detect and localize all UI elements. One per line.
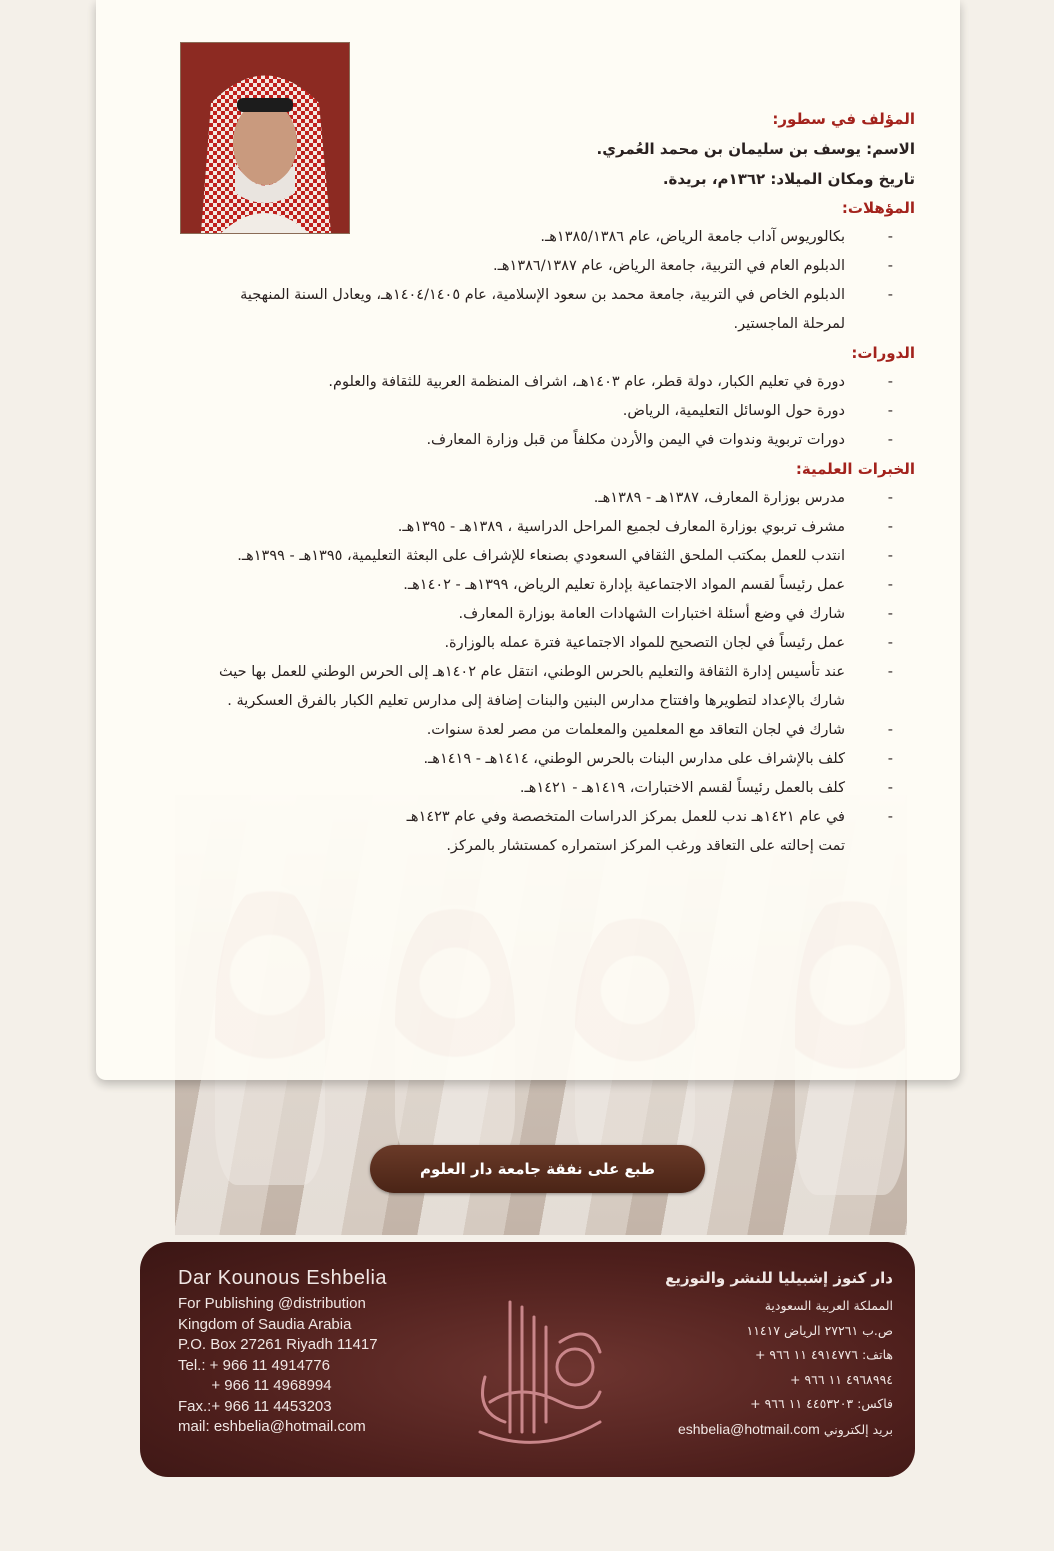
- list-item: - الدبلوم الخاص في التربية، جامعة محمد بن سعود الإسلامية، عام ١٤٠٤/١٤٠٥هـ، ويعادل السنة المنهجية لمرحلة الماجستير.: [195, 281, 915, 339]
- list-item: - دورة حول الوسائل التعليمية، الرياض.: [195, 397, 915, 426]
- list-item: - الدبلوم العام في التربية، جامعة الرياض، عام ١٣٨٦/١٣٨٧هـ.: [195, 252, 915, 281]
- publisher-line: + 966 11 4968994: [178, 1377, 332, 1394]
- publisher-line: P.O. Box 27261 Riyadh 11417: [178, 1336, 378, 1353]
- publisher-name-en: Dar Kounous Eshbelia: [178, 1267, 388, 1289]
- sponsor-badge: طبع على نفقة جامعة دار العلوم: [370, 1145, 705, 1193]
- publisher-line: ٤٩٦٨٩٩٤ ١١ ٩٦٦ +: [789, 1371, 893, 1387]
- experience-closing: تمت إحالته على التعاقد ورغب المركز استمراره كمستشار بالمركز.: [446, 838, 845, 854]
- experience-heading: الخبرات العلمية:: [795, 460, 915, 478]
- list-item: - عند تأسيس إدارة الثقافة والتعليم بالحرس الوطني، انتقل عام ١٤٠٢هـ إلى الحرس الوطني للعمل بها حيث شارك بالإعداد لتطويرها وافتتاح مدارس البنين والبنات إضافة إلى مدارس تعليم الكبار بالفرق العسكرية .: [195, 658, 915, 716]
- publisher-line: ص.ب ٢٧٢٦١ الرياض ١١٤١٧: [746, 1322, 893, 1338]
- author-birth: تاريخ ومكان الميلاد: ١٣٦٢م، بريدة.: [662, 170, 915, 188]
- list-item: - شارك في لجان التعاقد مع المعلمين والمعلمات من مصر لعدة سنوات.: [195, 716, 915, 745]
- publisher-line: Kingdom of Saudia Arabia: [178, 1315, 352, 1333]
- courses-heading: الدورات:: [851, 344, 915, 362]
- list-item: - دورة في تعليم الكبار، دولة قطر، عام ١٤٠٣هـ، اشراف المنظمة العربية للثقافة والعلوم.: [195, 368, 915, 397]
- publisher-line: المملكة العربية السعودية: [764, 1298, 893, 1313]
- author-name: الاسم: يوسف بن سليمان بن محمد العُمري.: [596, 140, 915, 158]
- list-item: - انتدب للعمل بمكتب الملحق الثقافي السعودي بصنعاء للإشراف على البعثة التعليمية، ١٣٩٥هـ - ١٣٩٩هـ.: [195, 542, 915, 571]
- qualifications-heading: المؤهلات:: [841, 199, 915, 217]
- publisher-line: For Publishing @distribution: [178, 1295, 366, 1312]
- list-item: - مدرس بوزارة المعارف، ١٣٨٧هـ - ١٣٨٩هـ.: [195, 484, 915, 513]
- publisher-info-en: [178, 1262, 478, 1438]
- publisher-name-ar: دار كنوز إشبيليا للنشر والتوزيع: [665, 1269, 893, 1287]
- experience-list: [195, 484, 915, 832]
- email-address: eshbelia@hotmail.com: [677, 1420, 820, 1437]
- list-item: - كلف بالإشراف على مدارس البنات بالحرس الوطني، ١٤١٤هـ - ١٤١٩هـ.: [195, 745, 915, 774]
- email-label: بريد إلكتروني: [823, 1421, 893, 1437]
- author-biography: [195, 105, 915, 861]
- publisher-line: Tel.: + 966 11 4914776: [178, 1356, 330, 1374]
- list-item: - عمل رئيساً لقسم المواد الاجتماعية بإدارة تعليم الرياض، ١٣٩٩هـ - ١٤٠٢هـ.: [195, 571, 915, 600]
- publisher-box: [140, 1242, 915, 1477]
- list-item: - شارك في وضع أسئلة اختبارات الشهادات العامة بوزارة المعارف.: [195, 600, 915, 629]
- qualifications-list: [195, 223, 915, 339]
- publisher-line: هاتف: ٤٩١٤٧٧٦ ١١ ٩٦٦ +: [754, 1347, 893, 1362]
- list-item: - عمل رئيساً في لجان التصحيح للمواد الاجتماعية فترة عمله بالوزارة.: [195, 629, 915, 658]
- list-item: - مشرف تربوي بوزارة المعارف لجميع المراحل الدراسية ، ١٣٨٩هـ - ١٣٩٥هـ.: [195, 513, 915, 542]
- publisher-line: mail: eshbelia@hotmail.com: [178, 1418, 366, 1435]
- publisher-info-ar: [563, 1262, 893, 1442]
- publisher-line: فاكس: ٤٤٥٣٢٠٣ ١١ ٩٦٦ +: [750, 1396, 893, 1411]
- courses-list: [195, 368, 915, 455]
- author-heading: المؤلف في سطور:: [772, 110, 915, 128]
- publisher-email-line: [563, 1417, 893, 1443]
- publisher-line: Fax.:+ 966 11 4453203: [178, 1397, 332, 1415]
- list-item: - بكالوريوس آداب جامعة الرياض، عام ١٣٨٥/١٣٨٦هـ.: [195, 223, 915, 252]
- list-item: - في عام ١٤٢١هـ ندب للعمل بمركز الدراسات المتخصصة وفي عام ١٤٢٣هـ: [195, 803, 915, 832]
- list-item: - كلف بالعمل رئيساً لقسم الاختبارات، ١٤١٩هـ - ١٤٢١هـ.: [195, 774, 915, 803]
- list-item: - دورات تربوية وندوات في اليمن والأردن مكلفاً من قبل وزارة المعارف.: [195, 426, 915, 455]
